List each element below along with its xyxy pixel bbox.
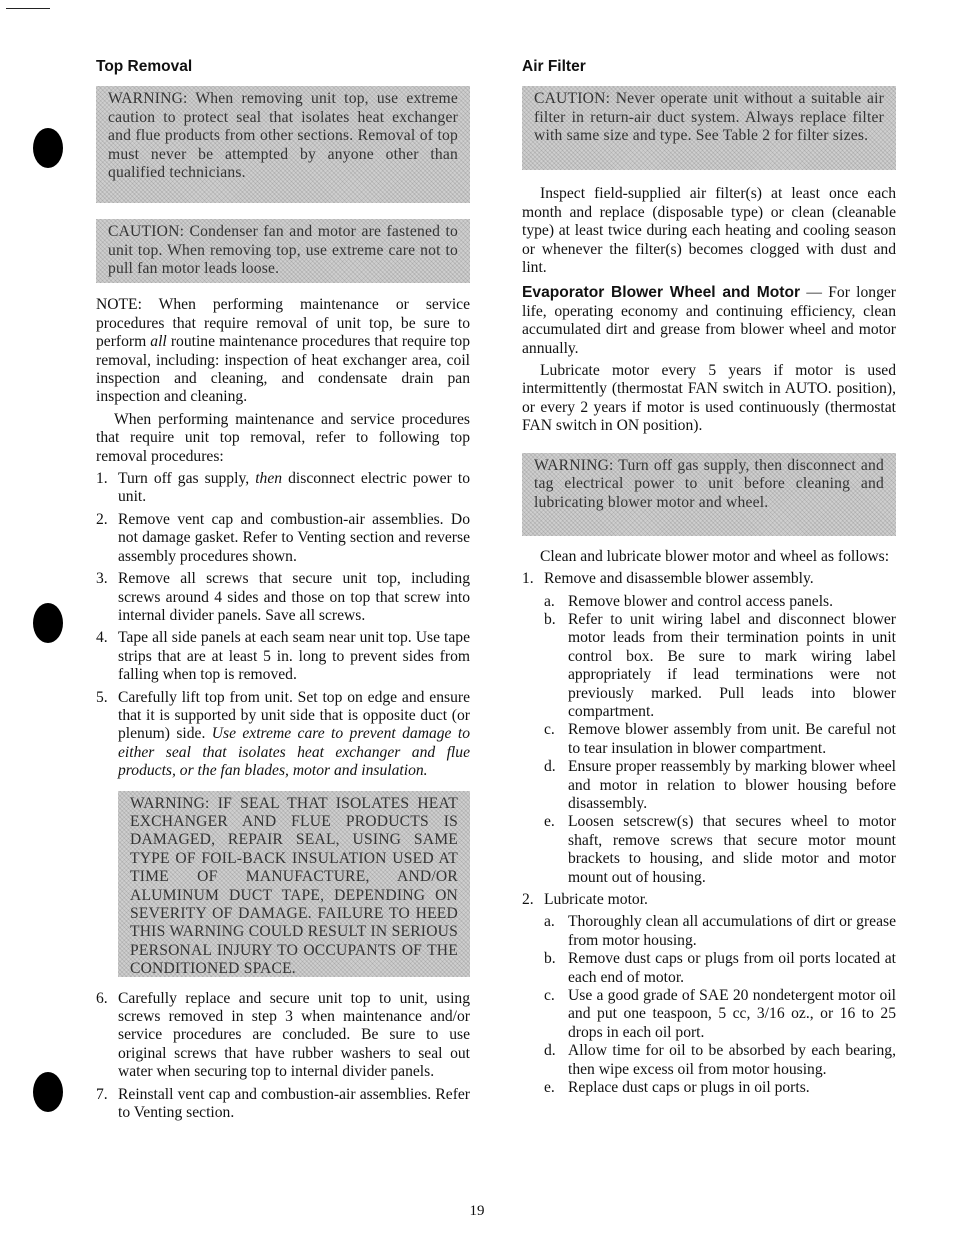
list-item: 6. Carefully replace and secure unit top to unit, using screws removed in step 3 when maintenance and/or service procedures are concluded. Be sure to use original screws that have rubber washers to seal out water when securing top to internal divider panels. [96,989,470,1081]
list-item: 5. Carefully lift top from unit. Set top on edge and ensure that it is supported by unit side that is opposite duct (or plenum) side. Use extreme care to prevent damage to either seal that isolates heat exchanger and flue products, or the fan blades, motor and insulation. [96,688,470,780]
sub-list-item: e. Replace dust caps or plugs in oil ports. [544,1079,810,1097]
blower-intro-paragraph: Evaporator Blower Wheel and Motor — For longer life, operating economy and continuing efficiency, clean accumulated dirt and grease from blower wheel and motor annually. [522,284,897,357]
binder-hole-middle [33,603,63,643]
caution-box-air-filter: CAUTION: Never operate unit without a suitable air filter in return-air duct system. Always replace filter with same size and type. See Table 2 for filter sizes. [522,86,896,170]
section-heading-top-removal: Top Removal [96,58,193,75]
sub-list-item: b. Remove dust caps or plugs from oil ports located at each end of motor. [544,950,896,986]
right-column [522,58,896,1097]
list-item: 7. Reinstall vent cap and combustion-air assemblies. Refer to Venting section. [96,1085,470,1121]
top-rule [6,8,50,9]
sub-list-item: d. Allow time for oil to be absorbed by each bearing, then wipe excess oil from motor housing. [544,1042,896,1078]
sub-list-item: a. Thoroughly clean all accumulations of dirt or grease from motor housing. [544,913,896,949]
lubricate-paragraph: Lubricate motor every 5 years if motor is used intermittently (thermostat FAN switch in AUTO. position), or every 2 years if motor is used continuously (thermostat FAN switch in ON position). [522,362,896,435]
sub-list-item: e. Loosen setscrew(s) that secures wheel to motor shaft, remove screws that secure motor mount brackets to housing, and slide motor and motor mount out of housing. [544,813,896,886]
note-paragraph: NOTE: When performing maintenance or service procedures that require removal of unit top, be sure to perform all routine maintenance procedures that require top removal, including: inspection of heat exchanger area, coil inspection and cleaning, and condensate drain pan inspection and cleaning. [96,296,470,406]
caution-box-condenser-fan: CAUTION: Condenser fan and motor are fastened to unit top. When removing top, use extreme care not to pull fan motor leads loose. [96,219,470,283]
sub-list-item: d. Ensure proper reassembly by marking blower wheel and motor in relation to blower housing before disassembly. [544,758,896,812]
warning-box-blower: WARNING: Turn off gas supply, then disconnect and tag electrical power to unit before cleaning and lubricating blower motor and wheel. [522,453,896,536]
list-item: 2. Remove vent cap and combustion-air assemblies. Do not damage gasket. Refer to Venting section and reverse assembly procedures shown. [96,510,470,565]
section-heading-air-filter: Air Filter [522,58,586,75]
list-item: 1. Remove and disassemble blower assembly. [522,570,814,588]
warning-box-seal: WARNING: IF SEAL THAT ISOLATES HEAT EXCHANGER AND FLUE PRODUCTS IS DAMAGED, REPAIR SEAL, USING SAME TYPE OF FOIL-BACK INSULATION USED AT TIME OF MANUFACTURE, AND/OR ALUMINUM DUCT TAPE, DEPENDING ON SEVERITY OF DAMAGE. FAILURE TO HEED THIS WARNING COULD RESULT IN SERIOUS PERSONAL INJURY TO OCCUPANTS OF THE CONDITIONED SPACE. [118,791,470,977]
list-item: 3. Remove all screws that secure unit top, including screws around 4 sides and those on top that screw into internal divider panels. Save all screws. [96,570,470,624]
sub-list-item: c. Remove blower assembly from unit. Be careful not to tear insulation in blower compartment. [544,721,896,757]
list-item: 2. Lubricate motor. [522,891,648,908]
air-filter-paragraph: Inspect field-supplied air filter(s) at least once each month and replace (disposable type) or clean (cleanable type) at least twice during each heating and cooling season or whenever the filter(s) becomes clogged with dust and lint. [522,185,896,277]
intro-paragraph: When performing maintenance and service procedures that require unit top removal, refer to following top removal procedures: [96,410,470,465]
binder-hole-bottom [33,1072,63,1112]
page-number: 19 [469,1203,485,1219]
list-item: 4. Tape all side panels at each seam near unit top. Use tape strips that are at least 5 in. long to prevent sides from falling when top is removed. [96,629,470,684]
warning-box-top-removal: WARNING: When removing unit top, use extreme caution to protect seal that isolates heat exchanger and flue products from other sections. Removal of top must never be attempted by anyone other than qualified technicians. [96,86,470,203]
left-column [96,58,470,1122]
sub-list-item: a. Remove blower and control access panels. [544,592,834,610]
binder-hole-top [33,128,63,168]
sub-list-item: c. Use a good grade of SAE 20 nondetergent motor oil and put one teaspoon, 5 cc, 3/16 oz., or 16 to 25 drops in each oil port. [544,987,896,1041]
clean-intro-paragraph: Clean and lubricate blower motor and wheel as follows: [540,547,890,565]
list-item: 1. Turn off gas supply, then disconnect electric power to unit. [96,470,470,506]
sub-list-item: b. Refer to unit wiring label and disconnect blower motor leads from their termination points in unit control box. Be sure to mark wiring label appropriately if lead terminations were not previously marked. Pull leads into blower compartment. [544,610,896,720]
subheading-evaporator-blower: Evaporator Blower Wheel and Motor [522,284,801,302]
